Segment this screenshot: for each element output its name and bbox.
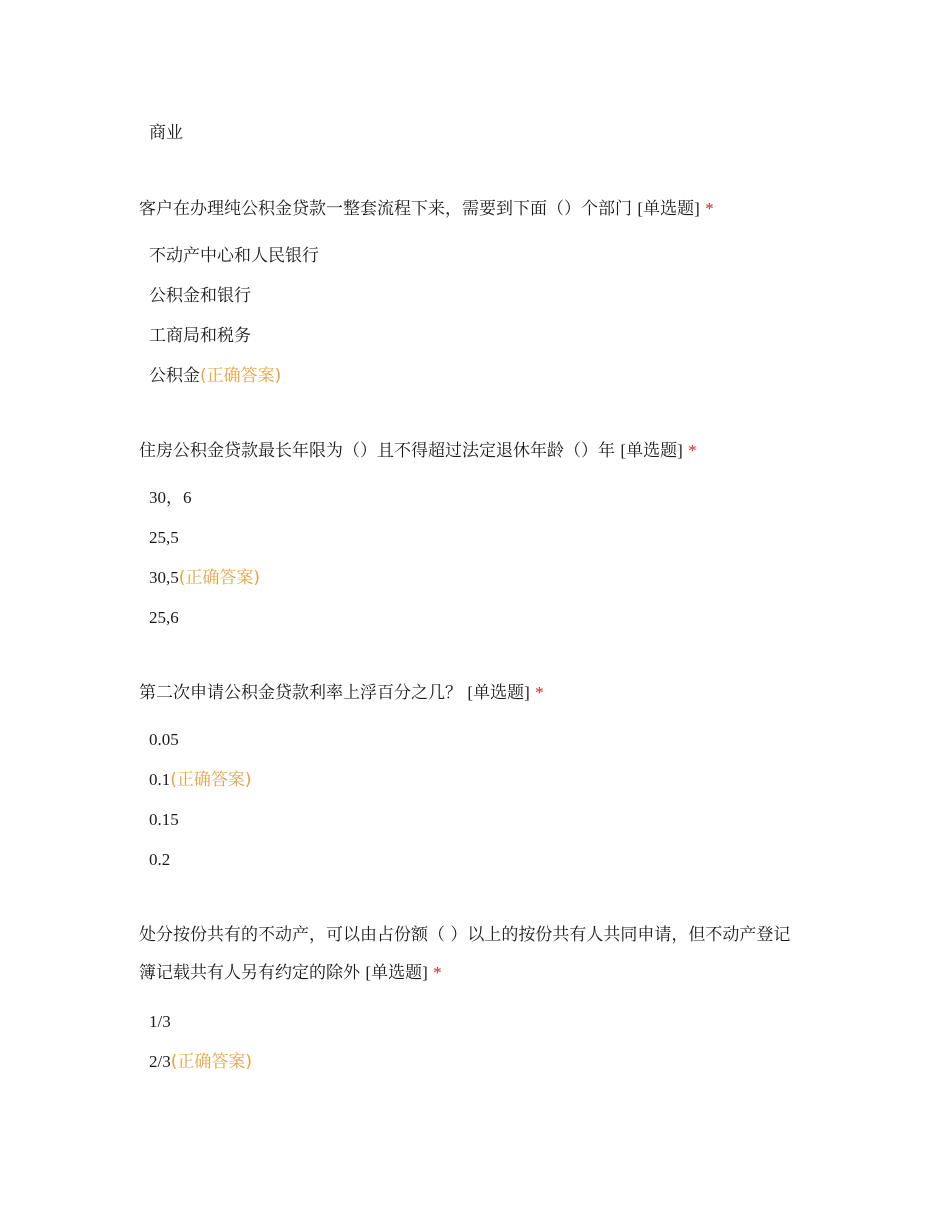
option-text: 30,5 — [149, 568, 179, 587]
correct-answer-tag: (正确答案) — [200, 366, 282, 386]
question-type-label: [单选题] — [637, 199, 700, 218]
option-text: 0.1 — [149, 770, 171, 789]
question-2 — [139, 432, 819, 638]
option-item — [149, 598, 819, 638]
option-item — [149, 720, 819, 760]
required-mark: * — [433, 963, 442, 982]
option-item — [149, 276, 819, 316]
option-item — [149, 1042, 804, 1082]
question-text: 住房公积金贷款最长年限为（）且不得超过法定退休年龄（）年 — [139, 441, 615, 461]
question-text: 处分按份共有的不动产，可以由占份额（ ）以上的按份共有人共同申请，但不动产登记簿记载共有人另有约定的除外 — [139, 925, 791, 983]
option-text: 公积金和银行 — [149, 286, 251, 306]
option-item — [149, 558, 819, 598]
option-item — [149, 478, 819, 518]
required-mark: * — [688, 441, 697, 460]
option-text: 0.2 — [149, 850, 171, 869]
option-text: 工商局和税务 — [149, 326, 251, 346]
option-item — [149, 316, 819, 356]
option-list — [139, 236, 819, 396]
option-text: 25,5 — [149, 528, 179, 547]
question-4 — [139, 916, 804, 1082]
question-1 — [139, 190, 819, 396]
option-text: 商业 — [149, 123, 183, 143]
question-type-label: [单选题] — [620, 441, 683, 460]
option-item — [149, 518, 819, 558]
option-item — [149, 760, 819, 800]
option-text: 公积金 — [149, 366, 200, 386]
correct-answer-tag: (正确答案) — [170, 770, 252, 790]
question-type-label: [单选题] — [467, 683, 530, 702]
question-3 — [139, 674, 819, 880]
question-title — [139, 432, 819, 470]
option-item — [149, 800, 819, 840]
option-list — [139, 478, 819, 638]
question-title — [139, 674, 819, 712]
option-item — [149, 236, 819, 276]
option-text: 0.15 — [149, 810, 179, 829]
required-mark: * — [705, 199, 714, 218]
question-type-label: [单选题] — [365, 963, 428, 982]
option-text: 25,6 — [149, 608, 179, 627]
option-text: 0.05 — [149, 730, 179, 749]
correct-answer-tag: (正确答案) — [178, 568, 261, 588]
option-item — [149, 1002, 804, 1042]
option-item — [149, 356, 819, 396]
question-title — [139, 190, 819, 228]
option-list — [139, 720, 819, 880]
option-carryover — [149, 121, 183, 145]
option-list — [139, 1002, 804, 1082]
question-text: 第二次申请公积金贷款利率上浮百分之几？ — [139, 683, 462, 703]
option-text: 30，6 — [149, 488, 192, 507]
question-text: 客户在办理纯公积金贷款一整套流程下来，需要到下面（）个部门 — [139, 199, 632, 219]
required-mark: * — [535, 683, 544, 702]
option-text: 1/3 — [149, 1012, 171, 1031]
option-text: 不动产中心和人民银行 — [149, 246, 319, 266]
option-text: 2/3 — [149, 1052, 171, 1071]
correct-answer-tag: (正确答案) — [170, 1052, 252, 1072]
option-item — [149, 840, 819, 880]
question-title — [139, 916, 804, 992]
